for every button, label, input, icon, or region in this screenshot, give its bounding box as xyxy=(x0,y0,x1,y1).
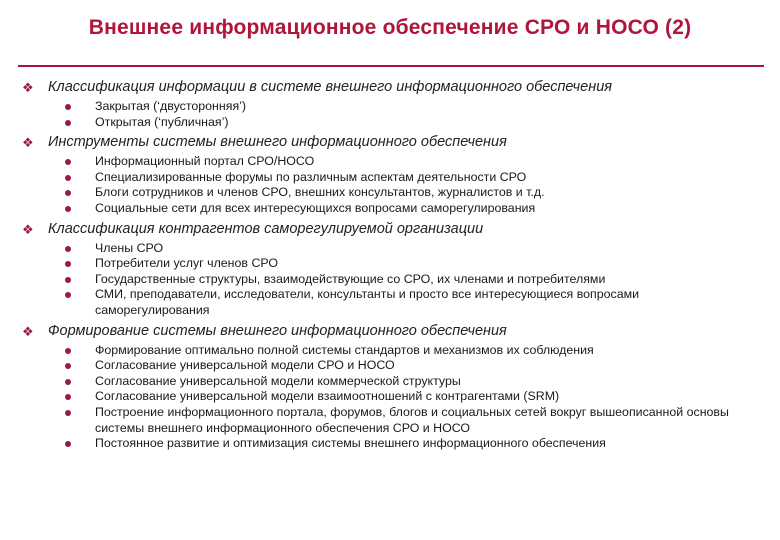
title-divider xyxy=(18,65,764,67)
list-item xyxy=(0,170,780,186)
dot-bullet-icon xyxy=(65,277,71,283)
dot-bullet-icon xyxy=(65,261,71,267)
list-item xyxy=(0,201,780,217)
dot-bullet-icon xyxy=(65,190,71,196)
list-item-text: Согласование универсальной модели коммерческой структуры xyxy=(95,373,461,388)
dot-bullet-icon xyxy=(65,394,71,400)
section-heading-text: Классификация контрагентов саморегулируемой организации xyxy=(48,220,484,237)
list-item xyxy=(0,272,780,288)
section-heading xyxy=(0,78,780,97)
dot-bullet-icon xyxy=(65,246,71,252)
list-item-text: Формирование оптимально полной системы стандартов и механизмов их соблюдения xyxy=(95,342,594,357)
slide-title: Внешнее информационное обеспечение СРО и НОСО (2) xyxy=(88,16,692,39)
list-item-text: Закрытая (‘двусторонняя’) xyxy=(95,99,247,113)
dot-bullet-icon xyxy=(65,206,71,212)
list-item-text: Информационный портал СРО/НОСО xyxy=(95,154,315,169)
list-item-text: Специализированные форумы по различным аспектам деятельности СРО xyxy=(95,169,527,184)
list-item xyxy=(0,389,780,405)
dot-bullet-icon xyxy=(65,120,71,126)
section-heading-text: Инструменты системы внешнего информационного обеспечения xyxy=(48,134,507,151)
bullet-list xyxy=(0,343,780,452)
dot-bullet-icon xyxy=(65,348,71,354)
diamond-bullet-icon: ❖ xyxy=(22,135,34,151)
list-item xyxy=(0,405,780,436)
list-item xyxy=(0,154,780,170)
section-heading-text: Классификация информации в системе внешнего информационного обеспечения xyxy=(48,79,613,95)
dot-bullet-icon xyxy=(65,379,71,385)
list-item xyxy=(0,115,780,131)
list-item-text: СМИ, преподаватели, исследователи, консультанты и просто все интересующиеся вопросами саморегулирования xyxy=(95,287,640,317)
list-item xyxy=(0,358,780,374)
list-item-text: Члены СРО xyxy=(95,240,164,255)
bullet-list xyxy=(0,99,780,130)
section-heading xyxy=(0,220,780,239)
section-counterparties xyxy=(0,220,780,319)
list-item-text: Согласование универсальной модели взаимоотношений с контрагентами (SRM) xyxy=(95,389,560,404)
dot-bullet-icon xyxy=(65,104,71,110)
list-item xyxy=(0,436,780,452)
list-item-text: Открытая (‘публичная’) xyxy=(95,114,229,129)
list-item xyxy=(0,374,780,390)
section-classification-info xyxy=(0,78,780,130)
list-item-text: Потребители услуг членов СРО xyxy=(95,256,279,271)
section-heading-text: Формирование системы внешнего информационного обеспечения xyxy=(48,322,507,339)
list-item xyxy=(0,241,780,257)
section-heading xyxy=(0,322,780,341)
list-item-text: Социальные сети для всех интересующихся вопросами саморегулирования xyxy=(95,200,536,215)
section-formation xyxy=(0,322,780,452)
slide-content xyxy=(0,78,780,455)
list-item xyxy=(0,185,780,201)
list-item xyxy=(0,343,780,359)
diamond-bullet-icon: ❖ xyxy=(22,221,34,237)
list-item-text: Постоянное развитие и оптимизация системы внешнего информационного обеспечения xyxy=(95,436,606,451)
dot-bullet-icon xyxy=(65,410,71,416)
list-item xyxy=(0,287,780,318)
dot-bullet-icon xyxy=(65,292,71,298)
bullet-list xyxy=(0,241,780,319)
section-tools xyxy=(0,133,780,216)
list-item-text: Блоги сотрудников и членов СРО, внешних консультантов, журналистов и т.д. xyxy=(95,185,545,200)
list-item-text: Согласование универсальной модели СРО и НОСО xyxy=(95,358,395,373)
bullet-list xyxy=(0,154,780,216)
list-item xyxy=(0,256,780,272)
dot-bullet-icon xyxy=(65,363,71,369)
diamond-bullet-icon: ❖ xyxy=(22,323,34,339)
dot-bullet-icon xyxy=(65,441,71,447)
list-item-text: Построение информационного портала, форумов, блогов и социальных сетей вокруг вышеописанной основы системы внешнего информационного обеспечения СРО и НОСО xyxy=(95,404,729,435)
section-heading xyxy=(0,133,780,152)
list-item xyxy=(0,99,780,115)
diamond-bullet-icon: ❖ xyxy=(22,80,34,95)
dot-bullet-icon xyxy=(65,175,71,181)
list-item-text: Государственные структуры, взаимодействующие со СРО, их членами и потребителями xyxy=(95,271,606,286)
dot-bullet-icon xyxy=(65,159,71,165)
